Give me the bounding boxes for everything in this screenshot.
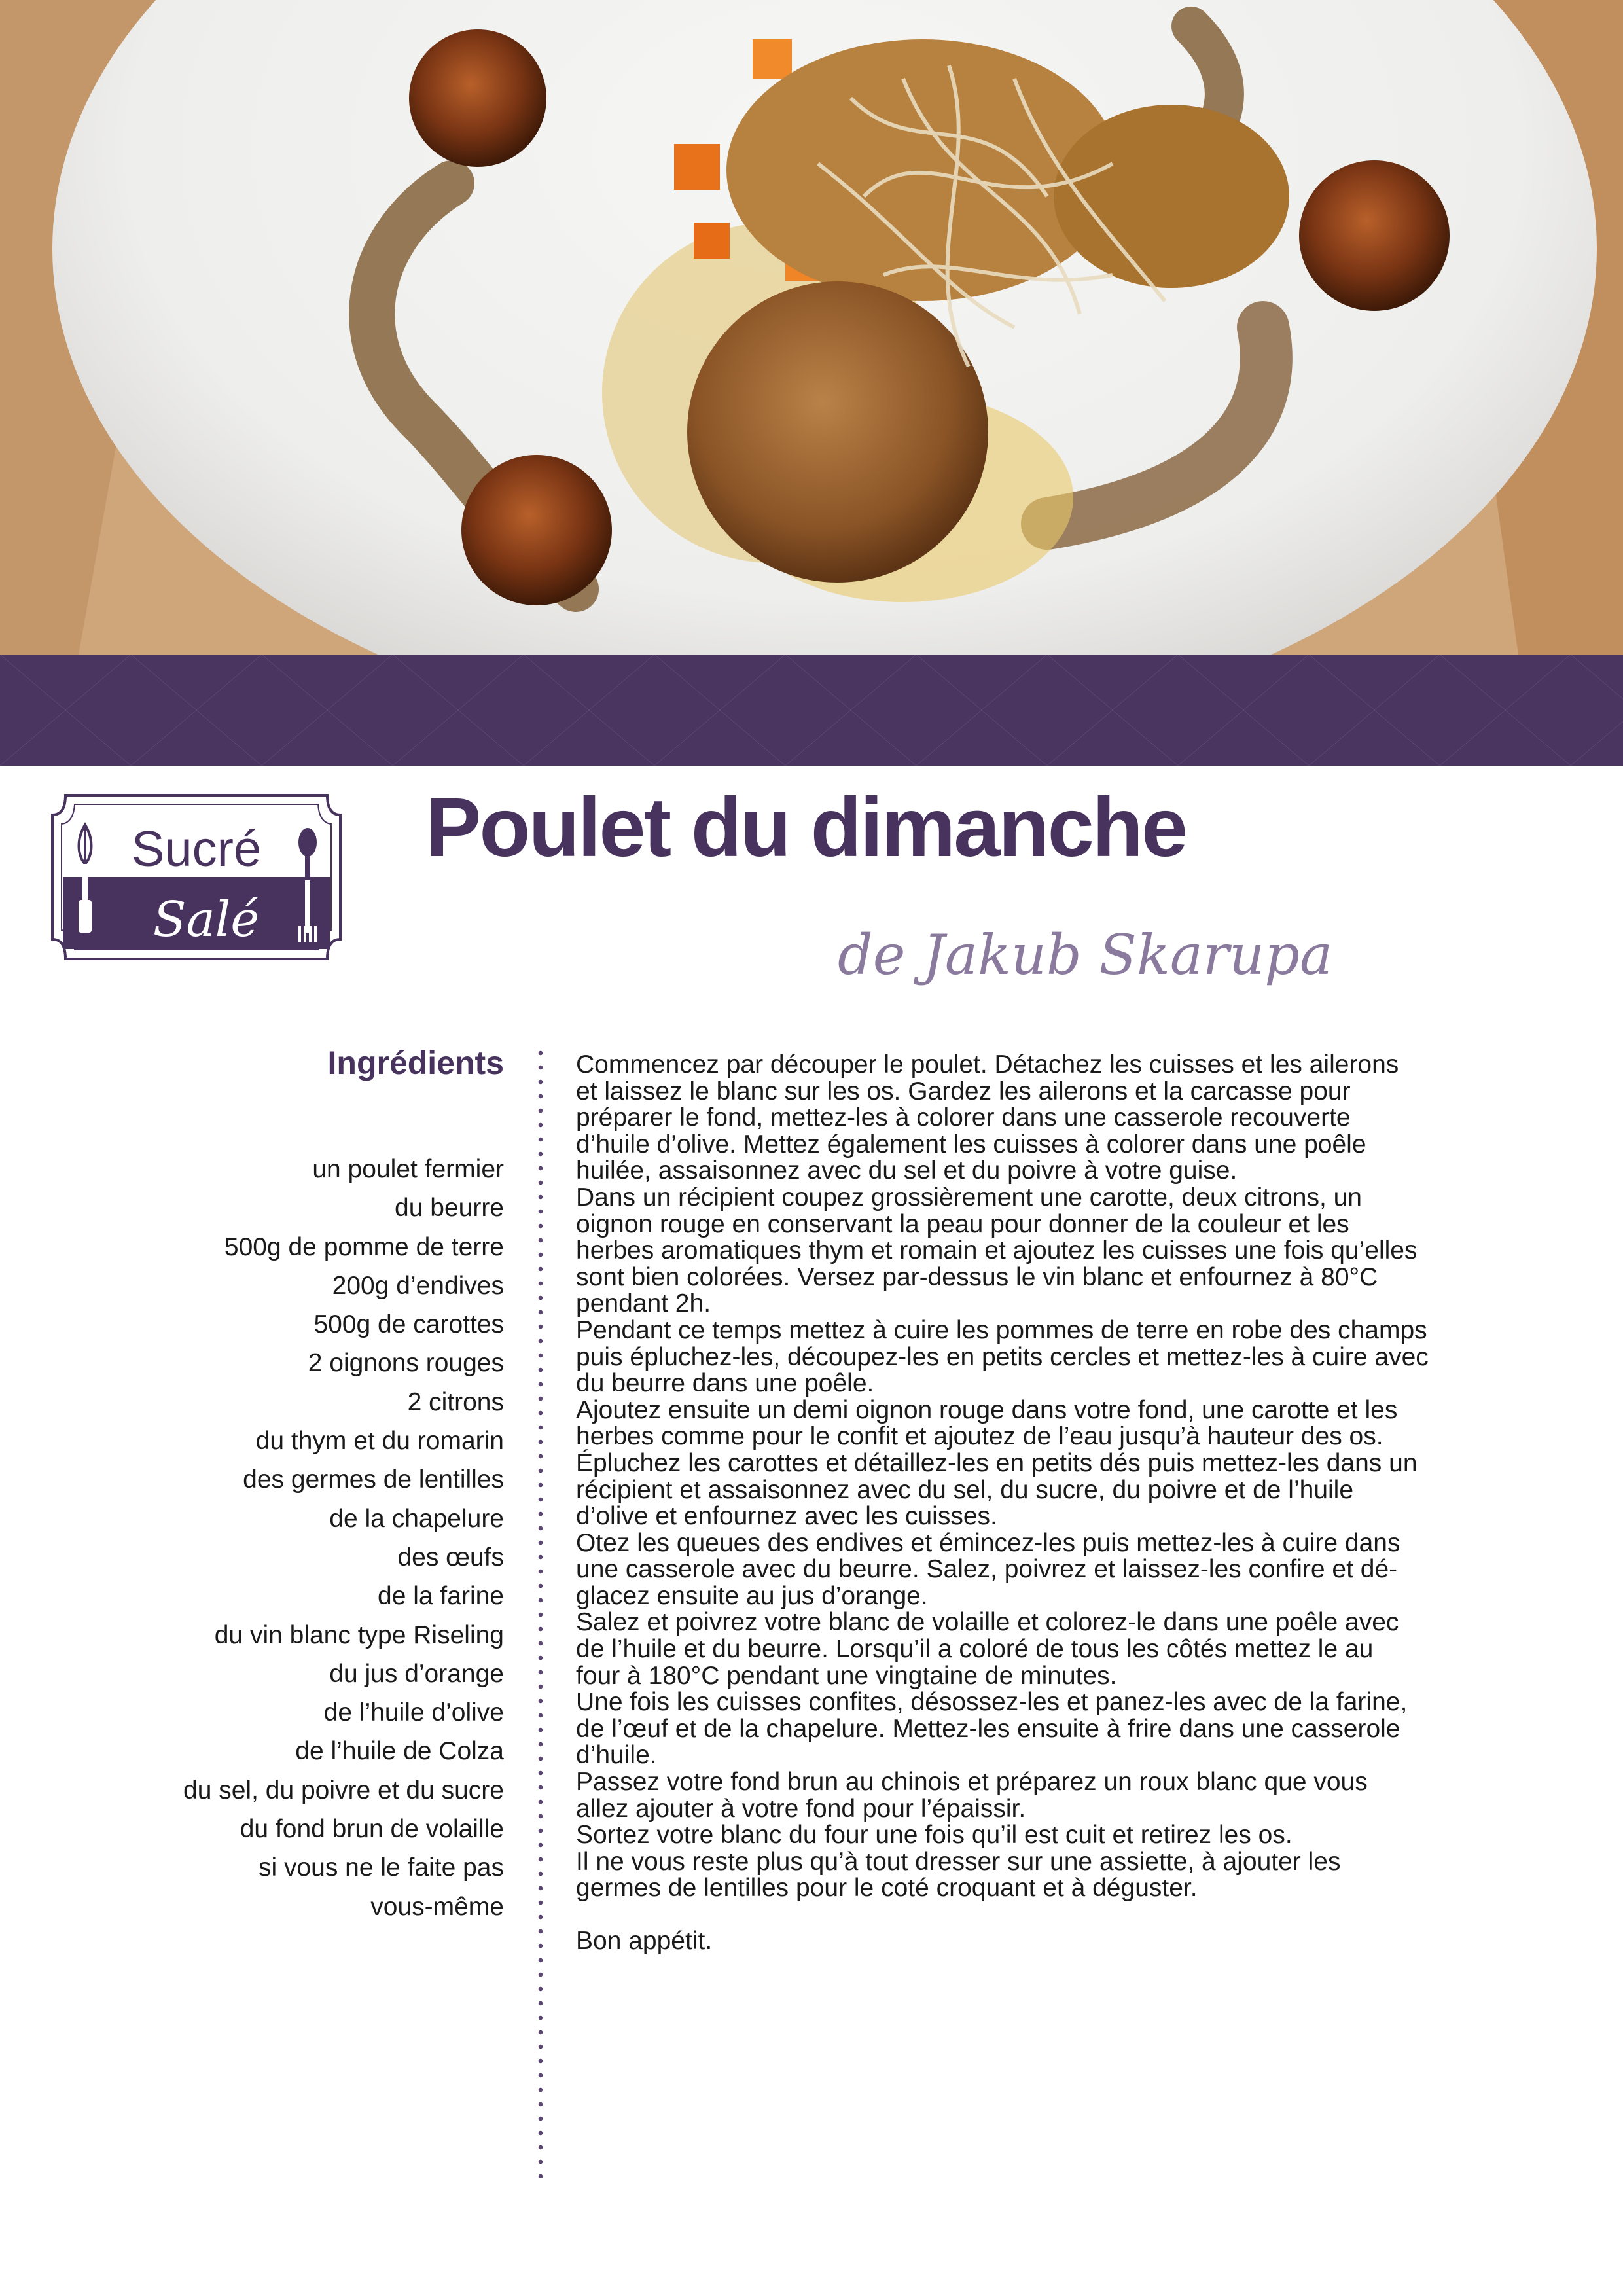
ingredient-item: un poulet fermier: [312, 1155, 504, 1183]
ingredient-item: si vous ne le faite pas: [258, 1854, 504, 1882]
ingredient-item: 200g d’endives: [332, 1271, 504, 1300]
recipe-title: Poulet du dimanche: [425, 781, 1186, 874]
ingredient-item: 500g de pomme de terre: [224, 1232, 504, 1261]
closing-line: Bon appétit.: [576, 1927, 713, 1955]
ingredient-item: 2 oignons rouges: [308, 1349, 504, 1378]
ingredient-item: de la chapelure: [329, 1504, 504, 1533]
ingredient-item: du jus d’orange: [329, 1659, 504, 1688]
ingredient-item: vous-même: [370, 1892, 504, 1921]
ingredient-item: des germes de lentilles: [243, 1465, 504, 1494]
harlequin-band: [0, 655, 1623, 766]
ingredient-item: 2 citrons: [407, 1388, 504, 1416]
logo-bottom-word: Salé: [152, 891, 260, 948]
instructions-text: Commencez par découper le poulet. Détachez les cuisses et les ailerons et laissez le blanc sur les os. Gardez les ailerons et la carcasse pour préparer le fond, mettez-les à colorer dans une casserole recouverte d’huile d’olive. Mettez également les cuisses à colorer dans une poêle huilée, assaisonnez avec du sel et du poivre à votre guise. Dans un récipient coupez grossièrement une carotte, deux citrons, un oignon rouge en conservant la peau pour donner de la couleur et les herbes aromatiques thym et romain et ajoutez les cuisses une fois qu’elles sont bien colorées. Versez par-dessus le vin blanc et enfournez à 80°C pendant 2h. Pendant ce temps mettez à cuire les pommes de terre en robe des champs puis épluchez-les, découpez-les en petits cercles et mettez-les à cuire avec du beurre dans une poêle. Ajoutez ensuite un demi oignon rouge dans votre fond, une carotte et les herbes comme pour le confit et ajoutez de l’eau jusqu’à hauteur des os. Épluchez les carottes et détaillez-les en petits dés puis mettez-les dans un récipient et assaisonnez avec du sel, du sucre, du poivre et de l’huile d’olive et enfournez avec les cuisses. Otez les queues des endives et émincez-les puis mettez-les à cuire dans une casserole avec du beurre. Salez, poivrez et laissez-les confire et dé- glacez ensuite au jus d’orange. Salez et poivrez votre blanc de volaille et colorez-le dans une poêle avec de l’huile et du beurre. Lorsqu’il a coloré de tous les côtés mettez le au four à 180°C pendant une vingtaine de minutes. Une fois les cuisses confites, désossez-les et panez-les avec de la farine, de l’œuf et de la chapelure. Mettez-les ensuite à frire dans une casserole d’huile. Passez votre fond brun au chinois et préparez un roux blanc que vous allez ajouter à votre fond pour l’épaissir. Sortez votre blanc du four une fois qu’il est cuit et retirez les os. Il ne vous reste plus qu’à tout dresser sur une assiette, à ajouter les germes de lentilles pour le coté croquant et à déguster.: [576, 1050, 1429, 1903]
dish-photo: [0, 0, 1623, 655]
sucre-sale-logo: [46, 789, 347, 965]
ingredient-item: du fond brun de volaille: [240, 1815, 504, 1844]
ingredient-item: de l’huile de Colza: [295, 1737, 504, 1766]
ingredients-list: [52, 1150, 504, 1926]
ingredients-heading: Ingrédients: [327, 1045, 504, 1081]
ingredient-item: 500g de carottes: [313, 1310, 504, 1339]
ingredient-item: de l’huile d’olive: [323, 1698, 504, 1727]
ingredient-item: des œufs: [397, 1543, 504, 1571]
ingredient-item: du vin blanc type Riseling: [214, 1621, 504, 1649]
ingredient-item: de la farine: [378, 1582, 504, 1611]
ingredient-item: du thym et du romarin: [255, 1427, 504, 1456]
ingredient-item: du sel, du poivre et du sucre: [183, 1776, 504, 1804]
instructions: [576, 1052, 1584, 1955]
ingredient-item: du beurre: [395, 1194, 504, 1223]
dotted-divider: [538, 1046, 543, 2178]
logo-top-word: Sucré: [131, 821, 262, 877]
recipe-author: de Jakub Skarupa: [838, 923, 1333, 987]
